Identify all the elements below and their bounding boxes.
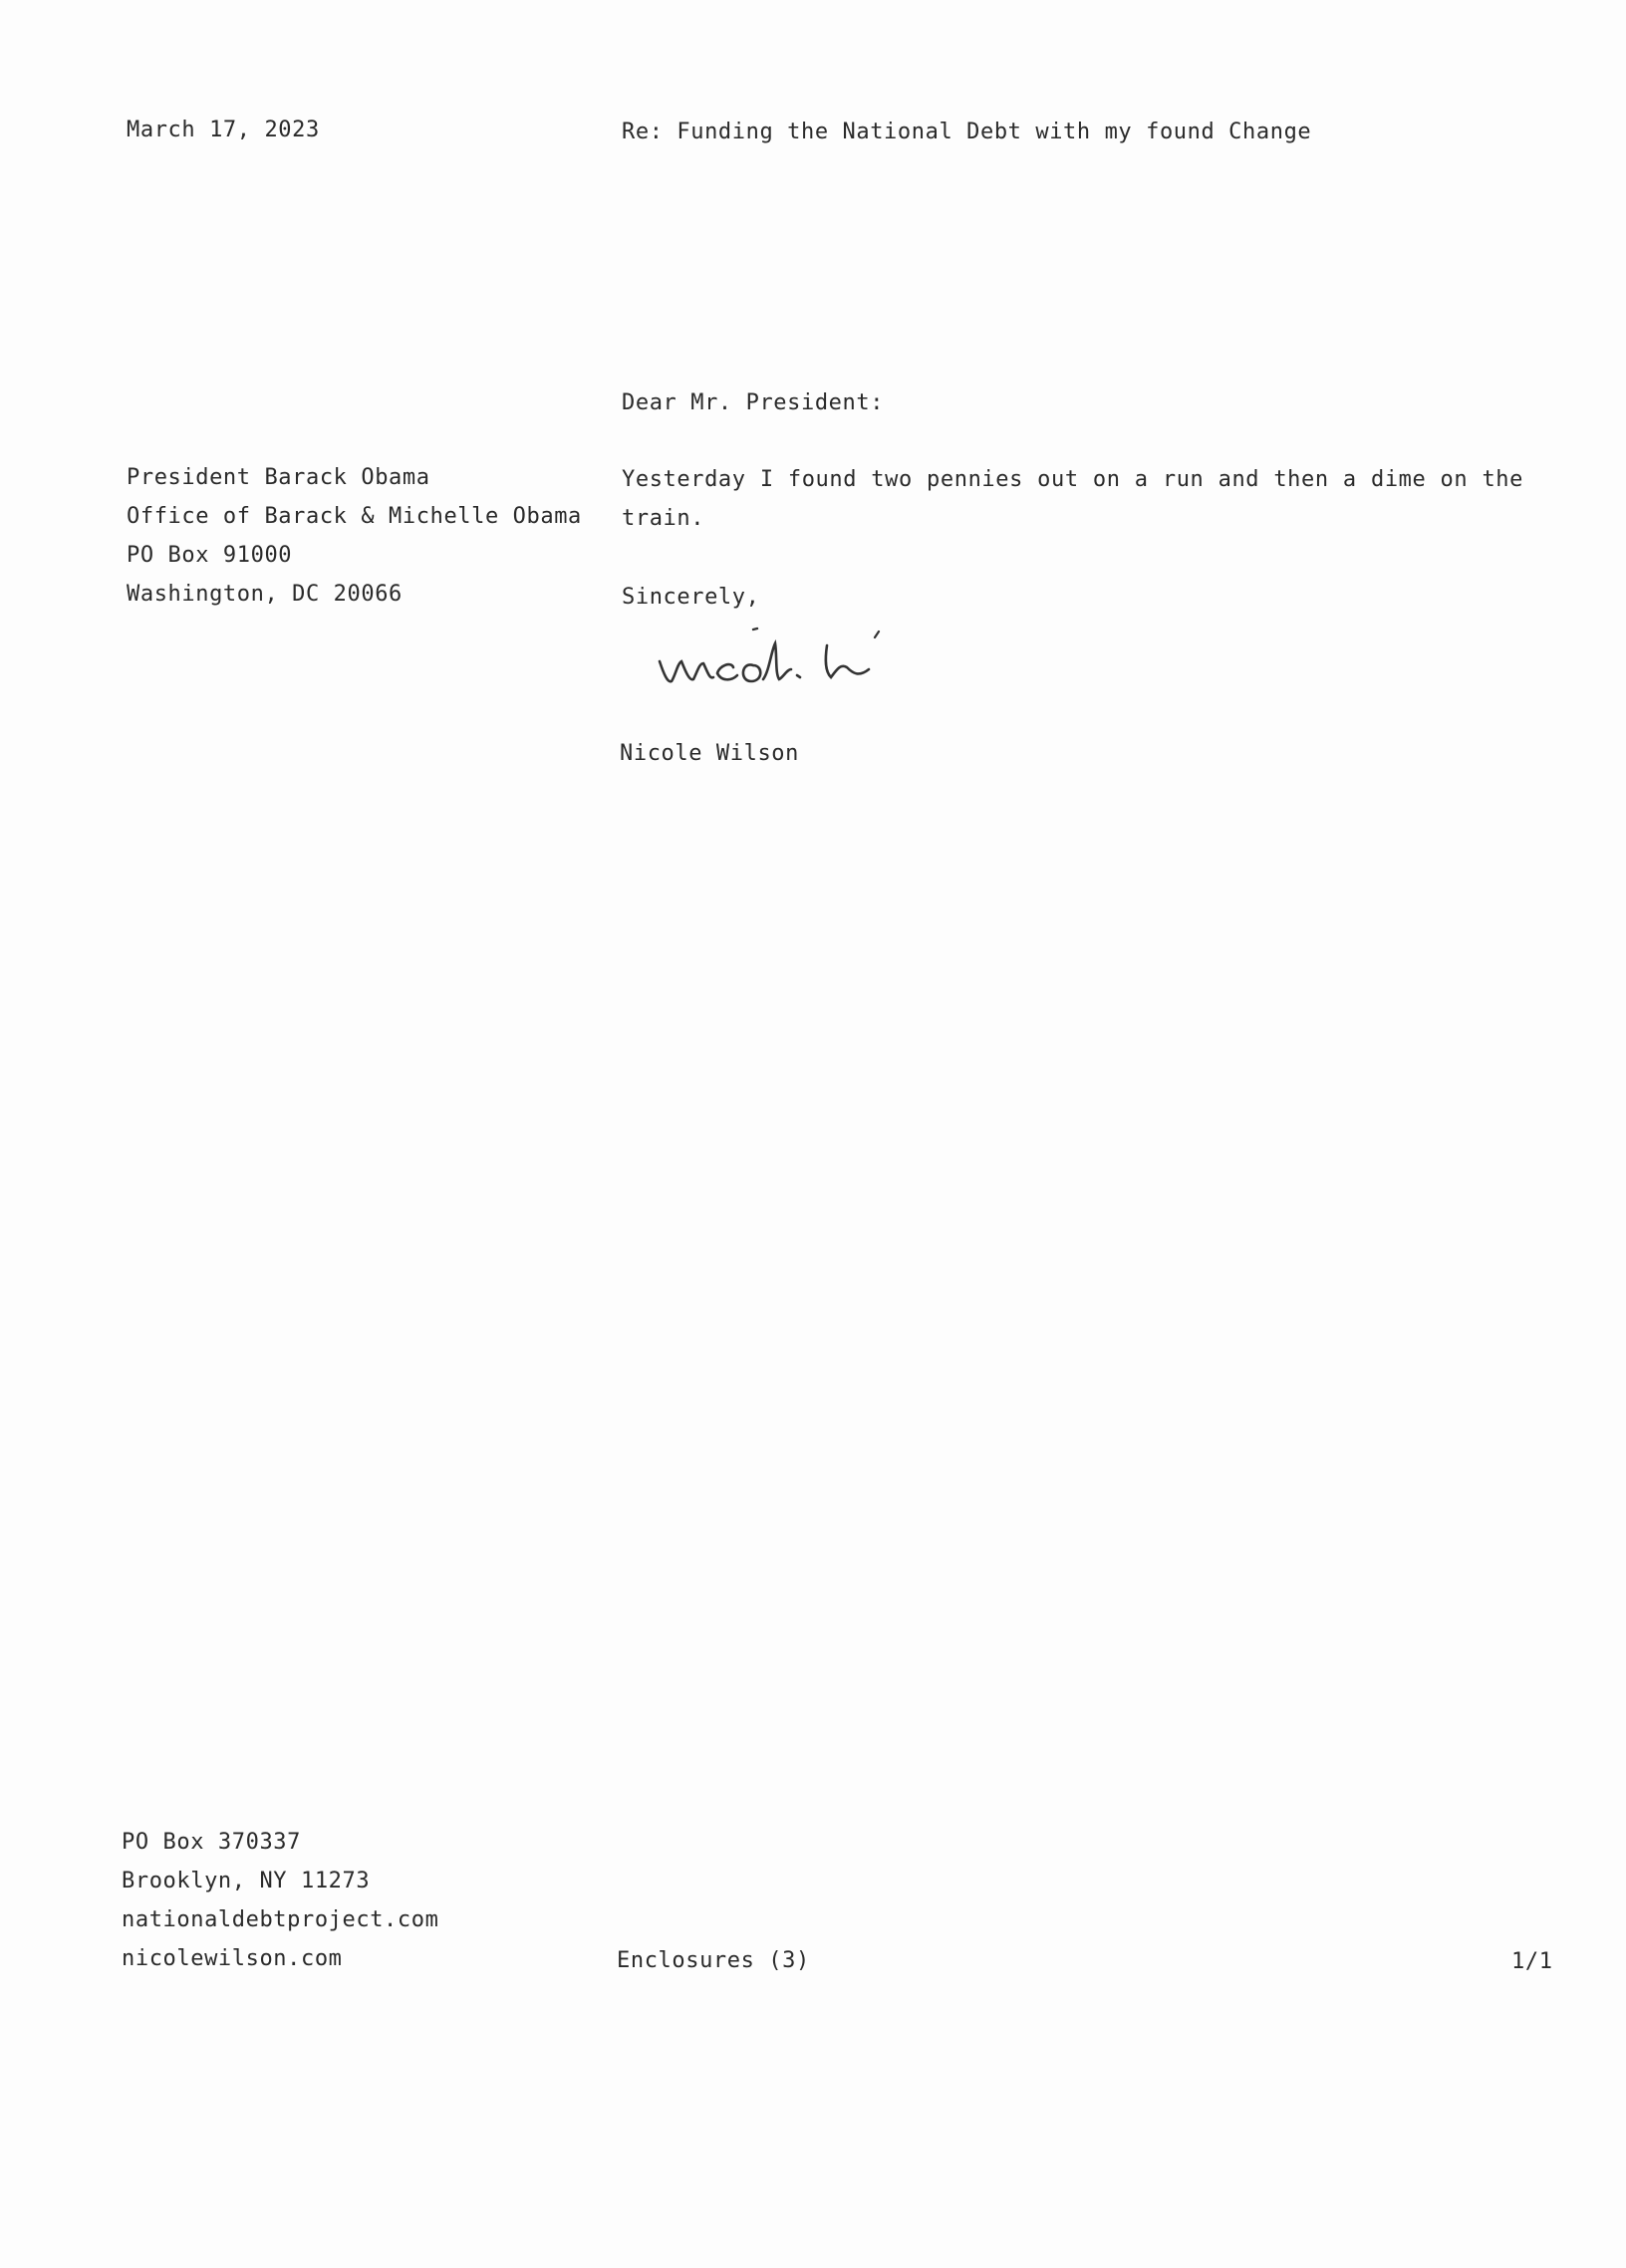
handwritten-signature [648, 616, 996, 695]
sender-website-project: nationaldebtproject.com [122, 1907, 439, 1932]
sender-po-box: PO Box 370337 [122, 1830, 301, 1855]
closing: Sincerely, [622, 585, 760, 610]
recipient-city: Washington, DC 20066 [127, 582, 403, 607]
page-number: 1/1 [1511, 1949, 1553, 1974]
sender-website-personal: nicolewilson.com [122, 1946, 343, 1971]
recipient-address [127, 458, 582, 614]
letter-body [622, 460, 1523, 538]
enclosures-note: Enclosures (3) [617, 1948, 810, 1973]
letter-subject: Re: Funding the National Debt with my found Change [622, 120, 1312, 144]
recipient-name: President Barack Obama [127, 465, 430, 490]
body-paragraph: Yesterday I found two pennies out on a run and then a dime on the train. [622, 467, 1523, 531]
letter-date: March 17, 2023 [127, 118, 320, 142]
signer-name: Nicole Wilson [620, 741, 799, 766]
recipient-office: Office of Barack & Michelle Obama [127, 504, 582, 529]
sender-address [122, 1823, 438, 1978]
salutation: Dear Mr. President: [622, 390, 885, 415]
sender-city: Brooklyn, NY 11273 [122, 1869, 371, 1893]
recipient-po-box: PO Box 91000 [127, 543, 293, 568]
